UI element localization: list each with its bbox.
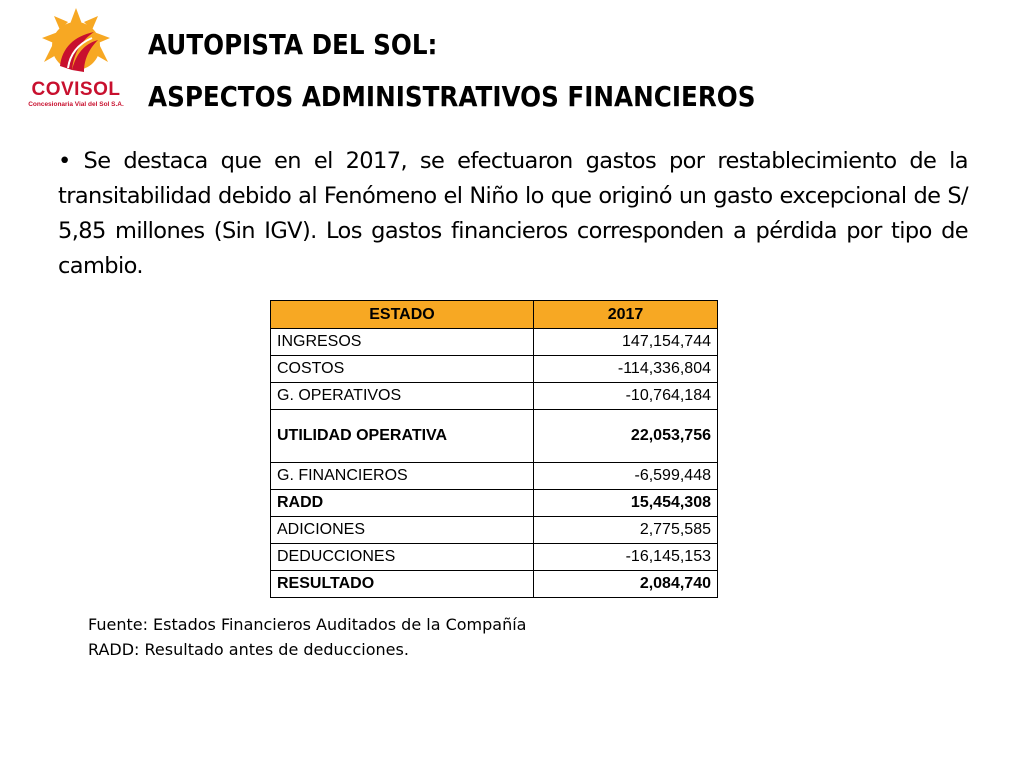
table-row	[271, 383, 718, 410]
row-label: INGRESOS	[271, 329, 534, 356]
source-note: Fuente: Estados Financieros Auditados de la Compañía	[88, 615, 527, 634]
row-label: RADD	[271, 490, 534, 517]
radd-note: RADD: Resultado antes de deducciones.	[88, 640, 409, 659]
table-row	[271, 517, 718, 544]
row-value: -6,599,448	[534, 463, 718, 490]
table-row	[271, 463, 718, 490]
row-label: RESULTADO	[271, 571, 534, 598]
row-label: G. OPERATIVOS	[271, 383, 534, 410]
logo-name: COVISOL	[31, 79, 121, 100]
row-label: UTILIDAD OPERATIVA	[271, 410, 534, 463]
row-value: -114,336,804	[534, 356, 718, 383]
row-value: 147,154,744	[534, 329, 718, 356]
table-row	[271, 571, 718, 598]
row-value: -10,764,184	[534, 383, 718, 410]
row-value: -16,145,153	[534, 544, 718, 571]
table-row	[271, 329, 718, 356]
covisol-logo	[26, 8, 126, 110]
table-header-row	[271, 301, 718, 329]
row-label: DEDUCCIONES	[271, 544, 534, 571]
row-value: 15,454,308	[534, 490, 718, 517]
row-label: ADICIONES	[271, 517, 534, 544]
table-row	[271, 490, 718, 517]
row-label: G. FINANCIEROS	[271, 463, 534, 490]
row-value: 22,053,756	[534, 410, 718, 463]
logo-tagline: Concesionaria Vial del Sol S.A.	[28, 101, 124, 108]
row-value: 2,775,585	[534, 517, 718, 544]
row-value: 2,084,740	[534, 571, 718, 598]
page-title: AUTOPISTA DEL SOL:	[148, 28, 438, 61]
table-row	[271, 410, 718, 463]
page-subtitle: ASPECTOS ADMINISTRATIVOS FINANCIEROS	[148, 80, 756, 113]
financial-table	[270, 300, 718, 598]
footnotes	[88, 612, 526, 662]
row-label: COSTOS	[271, 356, 534, 383]
body-paragraph: • Se destaca que en el 2017, se efectuaron gastos por restablecimiento de la transitabilidad debido al Fenómeno el Niño lo que originó un gasto excepcional de S/ 5,85 millones (Sin IGV). Los gastos financieros corresponden a pérdida por tipo de cambio.	[58, 148, 968, 279]
column-header-estado: ESTADO	[271, 301, 534, 329]
table-row	[271, 544, 718, 571]
column-header-2017: 2017	[534, 301, 718, 329]
table-row	[271, 356, 718, 383]
sun-logo-icon	[38, 8, 114, 80]
